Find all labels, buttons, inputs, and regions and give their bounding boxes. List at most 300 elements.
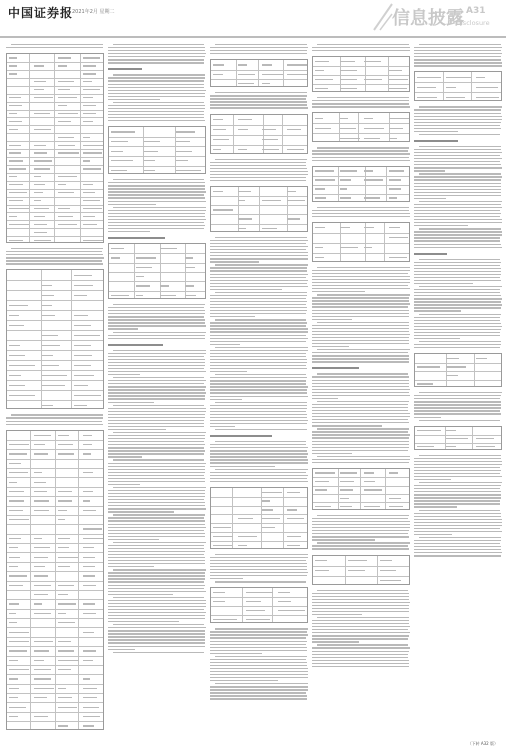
text-line <box>414 213 501 214</box>
table-cell-text <box>238 119 252 120</box>
table-cell-text <box>58 603 76 604</box>
text-line <box>210 389 307 390</box>
text-line <box>6 251 102 252</box>
table-col-rule <box>259 187 260 231</box>
text-line <box>215 554 308 555</box>
text-line <box>414 155 500 156</box>
text-line <box>312 157 409 158</box>
table-col-rule <box>445 427 446 449</box>
text-line <box>6 254 103 255</box>
table-cell-text <box>58 669 71 670</box>
text-line <box>210 383 306 384</box>
table-cell-text <box>83 510 96 511</box>
table-cell-text <box>446 97 465 98</box>
table-row-rule <box>211 506 307 507</box>
text-line <box>210 444 306 445</box>
table-cell-text <box>9 491 24 492</box>
table-row-rule <box>7 117 103 118</box>
text-line <box>312 100 409 101</box>
text-line <box>414 476 502 477</box>
table-cell-text <box>83 184 93 185</box>
text-line <box>312 276 410 277</box>
text-line <box>312 395 410 396</box>
text-line <box>210 411 306 412</box>
table-cell-text <box>58 650 74 651</box>
table-col-rule <box>185 244 186 298</box>
text-line <box>11 248 103 249</box>
table-cell-text <box>417 446 434 447</box>
table-block <box>210 59 308 87</box>
table-cell-text <box>34 594 48 595</box>
table-col-rule <box>377 556 378 584</box>
table-row-rule <box>313 66 409 67</box>
text-line <box>312 437 409 438</box>
text-line <box>414 500 500 501</box>
table-cell-text <box>9 707 26 708</box>
text-line <box>210 368 307 369</box>
text-line <box>317 590 408 591</box>
table-row-rule <box>7 205 103 206</box>
table-row-rule <box>211 70 307 71</box>
table-cell-text <box>348 560 367 561</box>
text-line <box>108 371 206 372</box>
table-cell-text <box>278 610 305 611</box>
text-line <box>414 183 501 184</box>
text-line <box>108 588 204 589</box>
text-line <box>108 511 174 512</box>
text-line <box>108 316 204 317</box>
table-cell-text <box>238 129 249 130</box>
text-line <box>108 539 159 540</box>
table-cell-text <box>160 295 176 296</box>
text-line <box>108 502 205 503</box>
table-row-rule <box>7 149 103 150</box>
text-line <box>414 473 500 474</box>
text-line <box>414 131 458 132</box>
text-line <box>312 425 382 426</box>
text-line <box>312 539 375 540</box>
text-line <box>210 653 262 654</box>
table-cell-text <box>287 509 298 510</box>
text-line <box>108 463 206 464</box>
table-block <box>312 112 410 142</box>
text-line <box>312 641 359 642</box>
text-line <box>108 456 142 457</box>
table-cell-text <box>58 585 74 586</box>
text-line <box>210 304 306 305</box>
text-line <box>414 488 500 489</box>
table-cell-text <box>213 191 223 192</box>
text-line <box>108 536 205 537</box>
text-line <box>312 660 409 661</box>
text-line <box>215 347 308 348</box>
table-cell-text <box>476 358 487 359</box>
text-line <box>210 331 308 332</box>
text-line <box>414 528 500 529</box>
text-line <box>108 621 179 622</box>
text-line <box>210 338 308 339</box>
table-col-rule <box>365 223 366 261</box>
table-cell-text <box>340 472 357 473</box>
text-line <box>210 459 308 460</box>
text-line <box>215 656 307 657</box>
table-cell-text <box>34 168 50 169</box>
text-line <box>312 273 408 274</box>
table-cell-text <box>83 105 96 106</box>
table-cell-text <box>262 518 280 519</box>
text-line <box>11 414 103 415</box>
text-line <box>210 95 307 96</box>
text-line <box>108 435 205 436</box>
text-line <box>312 596 409 597</box>
table-cell-text <box>185 285 195 286</box>
text-line <box>108 185 205 186</box>
table-cell-text <box>83 453 92 454</box>
text-line <box>210 177 306 178</box>
table-cell-text <box>58 613 66 614</box>
table-col-rule <box>232 488 233 548</box>
table-cell-text <box>262 64 272 65</box>
text-line <box>108 581 204 582</box>
table-cell-text <box>9 472 28 473</box>
table-cell-text <box>340 138 361 139</box>
text-line <box>414 522 502 523</box>
text-line <box>210 380 306 381</box>
text-line <box>108 408 206 409</box>
table-cell-text <box>144 160 155 161</box>
text-line <box>317 373 408 374</box>
table-cell-text <box>34 678 51 679</box>
text-line <box>312 611 409 612</box>
text-line <box>419 201 502 202</box>
table-cell-text <box>340 61 355 62</box>
table-cell-text <box>83 435 92 436</box>
text-line <box>312 340 409 341</box>
table-block <box>210 487 308 549</box>
text-line <box>414 186 501 187</box>
text-line <box>215 374 306 375</box>
table-cell-text <box>58 137 74 138</box>
table-cell-text <box>340 481 354 482</box>
text-line <box>210 689 308 690</box>
text-line <box>210 258 308 259</box>
table-cell-text <box>9 129 18 130</box>
text-line <box>312 313 409 314</box>
text-line <box>215 429 307 430</box>
text-line <box>419 420 500 421</box>
text-line <box>215 441 306 442</box>
table-row-rule <box>7 330 103 331</box>
text-line <box>108 389 205 390</box>
table-cell-text <box>262 149 279 150</box>
text-line <box>108 475 204 476</box>
text-line <box>215 319 306 320</box>
text-line <box>312 106 410 107</box>
table-cell-text <box>58 152 79 153</box>
table-cell-text <box>185 267 195 268</box>
text-line <box>414 289 500 290</box>
text-line <box>414 549 501 550</box>
table-col-rule <box>233 115 234 153</box>
text-line <box>210 662 307 663</box>
text-line <box>312 450 408 451</box>
text-line <box>210 377 307 378</box>
table-cell-text <box>34 216 45 217</box>
text-line <box>210 641 307 642</box>
text-line <box>312 666 409 667</box>
text-line <box>317 44 409 45</box>
table-cell-text <box>315 489 327 490</box>
table-row-rule <box>7 340 103 341</box>
text-line <box>6 260 102 261</box>
text-line <box>312 352 408 353</box>
table-cell-text <box>9 73 17 74</box>
table-cell-text <box>83 81 93 82</box>
table-cell-text <box>34 650 49 651</box>
text-line <box>210 650 307 651</box>
text-line <box>108 646 205 647</box>
subheading <box>414 253 447 255</box>
table-cell-text <box>340 188 348 189</box>
text-line <box>113 624 204 625</box>
table-cell-text <box>446 430 456 431</box>
text-line <box>210 310 307 311</box>
table-block <box>6 269 104 409</box>
table-row-rule <box>7 360 103 361</box>
table-cell-text <box>262 129 276 130</box>
text-line <box>312 647 410 648</box>
table-row-rule <box>313 133 409 134</box>
table-cell-text <box>213 74 223 75</box>
text-line <box>210 631 307 632</box>
table-cell-text <box>58 65 67 66</box>
table-cell-text <box>58 453 74 454</box>
table-block <box>312 555 410 585</box>
table-cell-text <box>9 669 29 670</box>
table-cell-text <box>389 197 398 198</box>
table-cell-text <box>83 528 103 529</box>
text-line <box>312 599 409 600</box>
text-line <box>210 249 306 250</box>
text-line <box>108 307 204 308</box>
text-line <box>414 332 500 333</box>
text-line <box>108 197 205 198</box>
table-cell-text <box>83 500 90 501</box>
table-cell-text <box>9 315 19 316</box>
section-title: 信息披露 <box>392 8 464 29</box>
table-block <box>210 587 308 623</box>
table-col-rule <box>345 556 346 584</box>
text-line <box>6 257 104 258</box>
text-line <box>108 441 204 442</box>
table-block <box>210 186 308 232</box>
table-row-rule <box>7 133 103 134</box>
text-line <box>113 542 206 543</box>
text-line <box>414 164 501 165</box>
table-cell-text <box>262 527 275 528</box>
table-cell-text <box>340 227 350 228</box>
text-line <box>108 609 204 610</box>
text-line <box>210 325 306 326</box>
table-col-rule <box>236 60 237 86</box>
text-line <box>312 50 410 51</box>
table-cell-text <box>42 375 67 376</box>
text-line <box>108 496 205 497</box>
text-line <box>108 505 205 506</box>
table-cell-text <box>287 129 301 130</box>
text-line <box>108 444 205 445</box>
table-cell-text <box>144 151 159 152</box>
text-line <box>414 234 502 235</box>
text-line <box>210 107 308 108</box>
text-line <box>210 450 307 451</box>
table-cell-text <box>287 200 305 201</box>
text-line <box>210 665 307 666</box>
text-line <box>108 182 205 183</box>
table-cell-text <box>83 547 95 548</box>
table-cell-text <box>417 77 441 78</box>
table-cell-text <box>58 566 70 567</box>
table-cell-text <box>476 97 500 98</box>
text-line <box>210 647 307 648</box>
table-cell-text <box>238 218 252 219</box>
text-line <box>317 147 409 148</box>
text-line <box>108 328 138 329</box>
text-line <box>419 228 501 229</box>
text-line <box>210 462 308 463</box>
table-cell-text <box>9 453 27 454</box>
table-cell-text <box>74 285 92 286</box>
table-row-rule <box>7 290 103 291</box>
table-cell-text <box>238 228 246 229</box>
text-line <box>108 423 204 424</box>
text-line <box>6 421 102 422</box>
text-line <box>312 392 409 393</box>
text-line <box>108 114 204 115</box>
table-cell-text <box>34 575 48 576</box>
text-line <box>210 316 255 317</box>
text-line <box>414 53 502 54</box>
text-line <box>210 575 307 576</box>
table-cell-text <box>74 405 86 406</box>
table-row-rule <box>109 156 205 157</box>
text-line <box>108 325 206 326</box>
text-line <box>210 408 307 409</box>
text-line <box>419 482 502 483</box>
table-col-rule <box>472 427 473 449</box>
table-row-rule <box>109 263 205 264</box>
text-line <box>210 274 308 275</box>
table-cell-text <box>185 295 197 296</box>
table-cell-text <box>446 375 458 376</box>
text-line <box>108 96 205 97</box>
text-line <box>210 668 308 669</box>
text-line <box>414 167 502 168</box>
text-line <box>312 632 410 633</box>
table-cell-text <box>83 697 98 698</box>
text-line <box>210 698 307 699</box>
table-cell-text <box>111 257 120 258</box>
text-line <box>414 59 501 60</box>
text-line <box>414 546 501 547</box>
table-cell-text <box>9 395 35 396</box>
table-cell-text <box>9 57 17 58</box>
text-line <box>108 426 204 427</box>
text-line <box>210 396 308 397</box>
text-line <box>414 240 500 241</box>
table-row-rule <box>7 370 103 371</box>
text-line <box>210 447 308 448</box>
column-1 <box>6 44 104 744</box>
text-line <box>210 578 243 579</box>
table-cell-text <box>238 536 258 537</box>
text-line <box>414 307 501 308</box>
table-cell-text <box>9 385 25 386</box>
table-row-rule <box>109 137 205 138</box>
text-line <box>108 47 205 48</box>
text-line <box>312 337 409 338</box>
table-row-rule <box>109 281 205 282</box>
text-line <box>215 44 307 45</box>
table-row-rule <box>7 181 103 182</box>
text-line <box>210 252 308 253</box>
table-row-rule <box>109 166 205 167</box>
table-row-rule <box>313 566 409 567</box>
table-cell-text <box>340 79 358 80</box>
table-cell-text <box>83 57 101 58</box>
text-line <box>414 207 502 208</box>
text-line <box>317 644 408 645</box>
text-line <box>210 174 308 175</box>
column-2 <box>108 44 206 744</box>
table-cell-text <box>34 482 46 483</box>
table-cell-text <box>83 557 95 558</box>
table-cell-text <box>34 81 47 82</box>
text-line <box>414 464 502 465</box>
text-line <box>414 503 500 504</box>
subheading <box>210 435 272 437</box>
table-cell-text <box>34 585 52 586</box>
table-col-rule <box>340 223 341 261</box>
text-line <box>108 450 205 451</box>
text-line <box>108 517 204 518</box>
table-cell-text <box>446 438 468 439</box>
text-line <box>312 608 409 609</box>
text-line <box>210 47 308 48</box>
text-line <box>414 125 500 126</box>
table-row-rule <box>211 497 307 498</box>
text-line <box>312 376 409 377</box>
text-line <box>108 466 205 467</box>
text-line <box>414 262 501 263</box>
text-line <box>6 417 103 418</box>
table-row-rule <box>415 92 501 93</box>
text-line <box>419 146 501 147</box>
text-line <box>317 515 409 516</box>
table-cell-text <box>58 594 68 595</box>
text-line <box>312 407 408 408</box>
text-line <box>317 456 410 457</box>
table-col-rule <box>388 57 389 91</box>
text-line <box>312 536 409 537</box>
text-line <box>414 323 501 324</box>
text-line <box>414 413 501 414</box>
table-cell-text <box>176 160 188 161</box>
text-line <box>113 350 206 351</box>
text-line <box>414 410 500 411</box>
text-line <box>210 475 308 476</box>
table-cell-text <box>160 248 177 249</box>
